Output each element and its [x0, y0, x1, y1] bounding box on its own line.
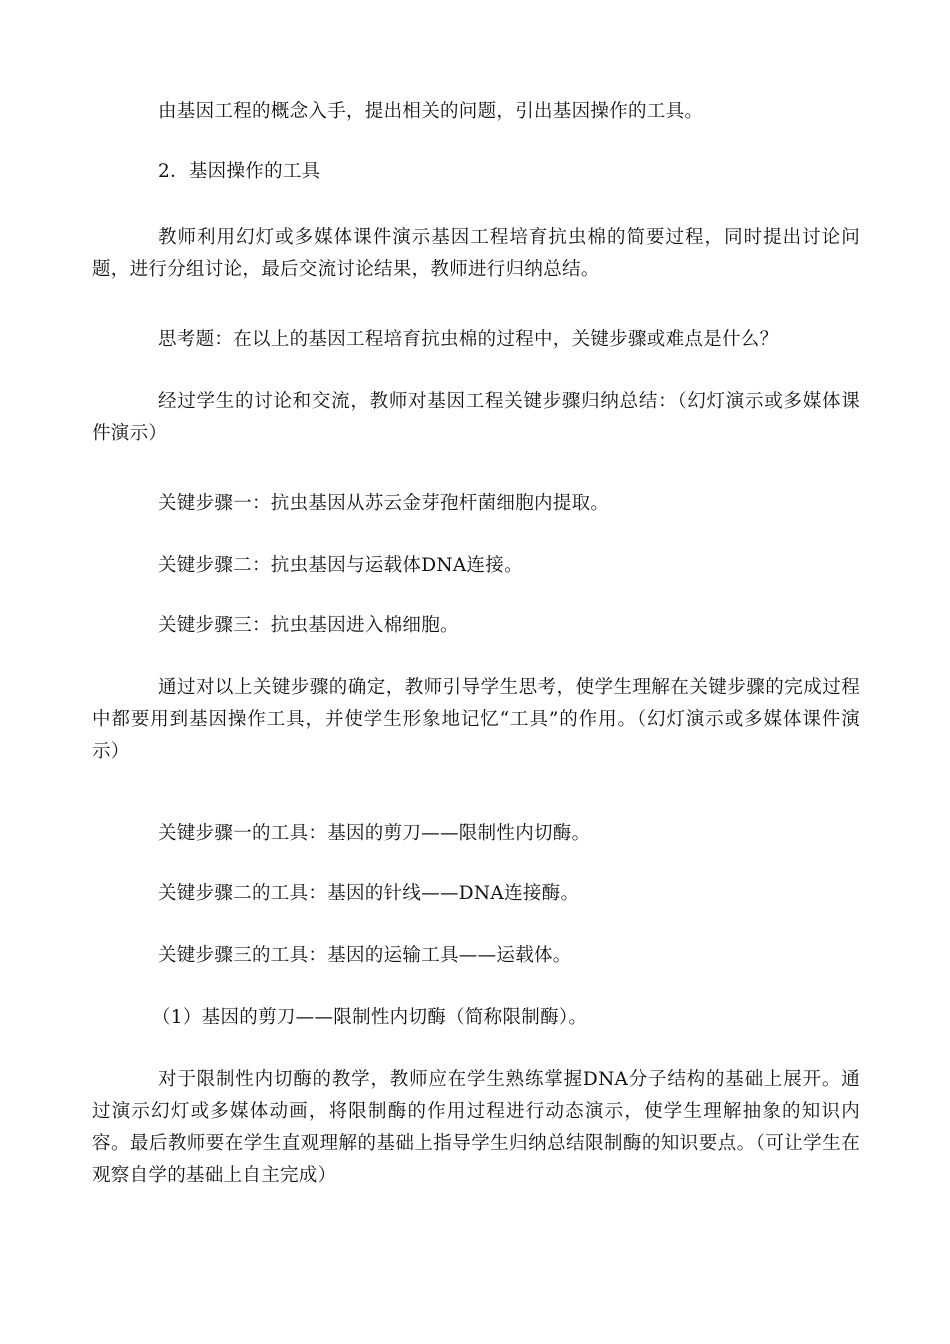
paragraph-question: 思考题：在以上的基因工程培育抗虫棉的过程中，关键步骤或难点是什么？	[158, 329, 779, 350]
paragraph-guidance: 通过对以上关键步骤的确定，教师引导学生思考，使学生理解在关键步骤的完成过程中都要用到基因操作工具，并使学生形象地记忆“工具”的作用。（幻灯演示或多媒体课件演示）	[92, 677, 860, 762]
tool-step-1: 关键步骤一的工具：基因的剪刀——限制性内切酶。	[158, 823, 591, 844]
key-step-3: 关键步骤三：抗虫基因进入棉细胞。	[158, 615, 459, 636]
paragraph-teacher-demo: 教师利用幻灯或多媒体课件演示基因工程培育抗虫棉的简要过程，同时提出讨论问题，进行分组讨论，最后交流讨论结果，教师进行归纳总结。	[92, 227, 860, 280]
section-heading: 2．基因操作的工具	[158, 161, 321, 182]
paragraph-intro: 由基因工程的概念入手，提出相关的问题，引出基因操作的工具。	[158, 101, 704, 122]
subheading-restriction-enzyme: （1）基因的剪刀——限制性内切酶（简称限制酶）。	[152, 1007, 588, 1028]
tool-step-3: 关键步骤三的工具：基因的运输工具——运载体。	[158, 945, 572, 966]
key-step-1: 关键步骤一：抗虫基因从苏云金芽孢杆菌细胞内提取。	[158, 493, 610, 514]
key-step-2: 关键步骤二：抗虫基因与运载体DNA连接。	[158, 555, 523, 576]
tool-step-2: 关键步骤二的工具：基因的针线——DNA连接酶。	[158, 883, 580, 904]
paragraph-restriction-teaching: 对于限制性内切酶的教学，教师应在学生熟练掌握DNA分子结构的基础上展开。通过演示幻灯或多媒体动画，将限制酶的作用过程进行动态演示，使学生理解抽象的知识内容。最后教师要在学生直观理解的基础上指导学生归纳总结限制酶的知识要点。（可让学生在观察自学的基础上自主完成）	[92, 1069, 860, 1186]
paragraph-summary: 经过学生的讨论和交流，教师对基因工程关键步骤归纳总结：（幻灯演示或多媒体课件演示）	[92, 391, 860, 444]
